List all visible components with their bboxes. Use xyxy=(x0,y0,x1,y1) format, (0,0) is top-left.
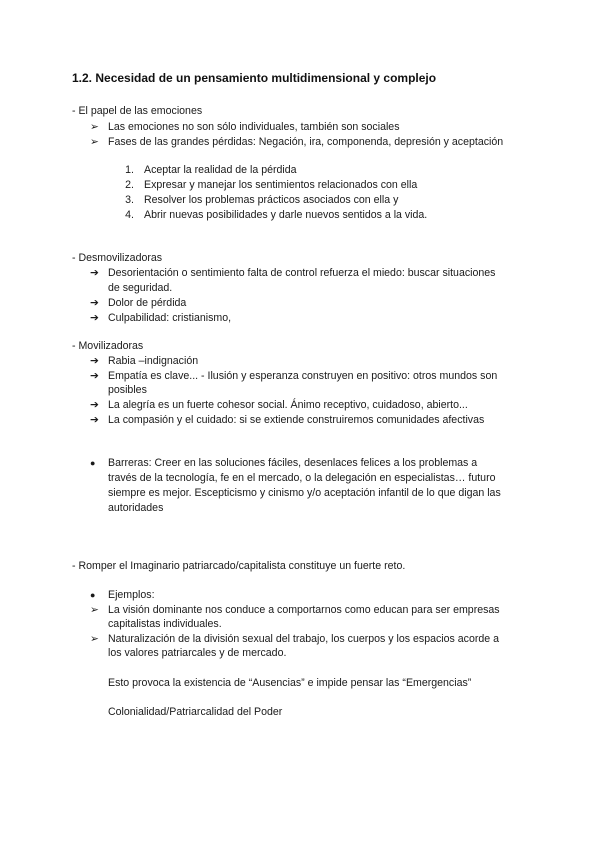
list-item-continuation: los valores patriarcales y de mercado. xyxy=(108,647,287,659)
arrow-bullet-icon: ➔ xyxy=(90,267,99,279)
ejemplos-label: Ejemplos: xyxy=(108,589,155,601)
emociones-heading: - El papel de las emociones xyxy=(72,105,203,117)
numbered-item: Abrir nuevas posibilidades y darle nuevos sentidos a la vida. xyxy=(144,209,428,221)
list-number: 3. xyxy=(125,194,134,206)
desmovilizadoras-heading: - Desmovilizadoras xyxy=(72,252,163,264)
chevron-bullet-icon: ➢ xyxy=(90,136,99,148)
arrow-bullet-icon: ➔ xyxy=(90,312,99,324)
paragraph-line: Barreras: Creer en las soluciones fáciles, desenlaces felices a los problemas a xyxy=(108,457,478,469)
chevron-bullet-icon: ➢ xyxy=(90,121,99,133)
movilizadoras-heading: - Movilizadoras xyxy=(72,340,144,352)
dot-bullet-icon: ● xyxy=(90,458,96,468)
list-number: 1. xyxy=(125,164,134,176)
arrow-bullet-icon: ➔ xyxy=(90,414,99,426)
list-item: Empatía es clave... - Ilusión y esperanza construyen en positivo: otros mundos son xyxy=(108,370,498,382)
note-ausencias: Esto provoca la existencia de “Ausencias” e impide pensar las “Emergencias” xyxy=(108,677,472,689)
list-item: Fases de las grandes pérdidas: Negación, ira, componenda, depresión y aceptación xyxy=(108,136,504,148)
numbered-item: Resolver los problemas prácticos asociados con ella y xyxy=(144,194,399,206)
paragraph-line: autoridades xyxy=(108,502,164,514)
list-number: 4. xyxy=(125,209,134,221)
list-number: 2. xyxy=(125,179,134,191)
note-colonialidad: Colonialidad/Patriarcalidad del Poder xyxy=(108,706,283,718)
arrow-bullet-icon: ➔ xyxy=(90,355,99,367)
list-item: Desorientación o sentimiento falta de control refuerza el miedo: buscar situaciones xyxy=(108,267,496,279)
list-item-continuation: capitalistas individuales. xyxy=(108,618,222,630)
list-item: Dolor de pérdida xyxy=(108,297,187,309)
list-item: Naturalización de la división sexual del trabajo, los cuerpos y los espacios acorde a xyxy=(108,633,500,645)
numbered-item: Aceptar la realidad de la pérdida xyxy=(144,164,297,176)
arrow-bullet-icon: ➔ xyxy=(90,370,99,382)
arrow-bullet-icon: ➔ xyxy=(90,297,99,309)
numbered-item: Expresar y manejar los sentimientos relacionados con ella xyxy=(144,179,418,191)
list-item: La visión dominante nos conduce a comportarnos como educan para ser empresas xyxy=(108,604,500,616)
arrow-bullet-icon: ➔ xyxy=(90,399,99,411)
chevron-bullet-icon: ➢ xyxy=(90,633,99,645)
list-item: La alegría es un fuerte cohesor social. Ánimo receptivo, cuidadoso, abierto... xyxy=(108,399,468,411)
list-item: Las emociones no son sólo individuales, también son sociales xyxy=(108,121,400,133)
paragraph-line: siempre es mejor. Escepticismo y cinismo y/o aceptación infantil de lo que digan las xyxy=(108,487,501,499)
dot-bullet-icon: ● xyxy=(90,590,96,600)
list-item-continuation: de seguridad. xyxy=(108,282,173,294)
chevron-bullet-icon: ➢ xyxy=(90,604,99,616)
list-item: La compasión y el cuidado: si se extiende construiremos comunidades afectivas xyxy=(108,414,485,426)
list-item-continuation: posibles xyxy=(108,384,147,396)
list-item: Culpabilidad: cristianismo, xyxy=(108,312,232,324)
list-item: Rabia –indignación xyxy=(108,355,199,367)
section-title: 1.2. Necesidad de un pensamiento multidimensional y complejo xyxy=(72,71,437,85)
paragraph-line: través de la tecnología, fe en el mercado, o la delegación en especialistas… futuro xyxy=(108,472,496,484)
imaginario-heading: - Romper el Imaginario patriarcado/capitalista constituye un fuerte reto. xyxy=(72,560,406,572)
